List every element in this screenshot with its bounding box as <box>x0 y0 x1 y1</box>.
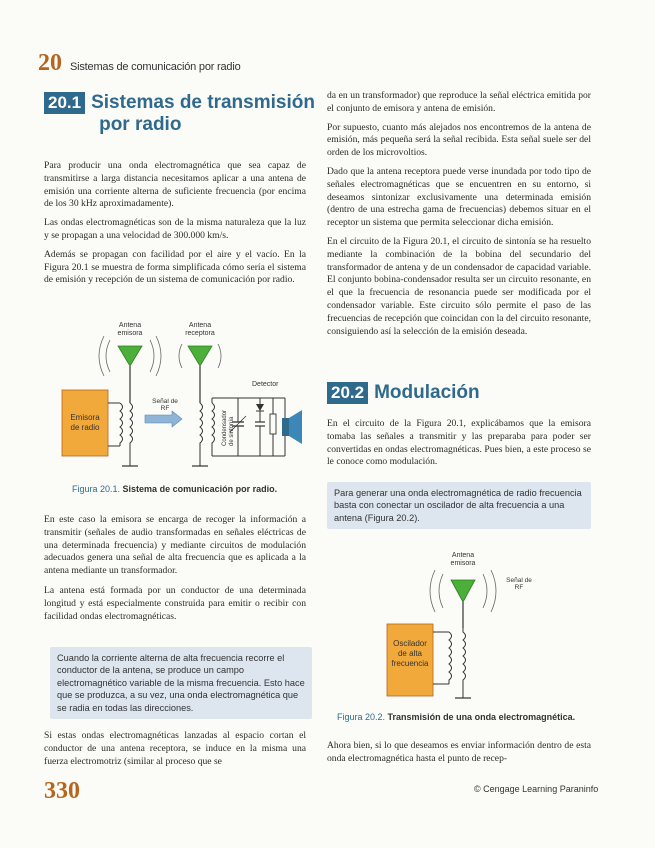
callout-box-2 <box>327 482 591 529</box>
section-20-1-heading <box>44 92 315 136</box>
paragraph: Para producir una onda electromagnética que sea capaz de transmitirse a larga distancia necesitamos aplicar a una antena de emisión una corriente alterna de suficiente frecuencia (por encima de los 30 kHz aproximadamente). <box>44 160 306 210</box>
fig1-label-detector: Detector <box>252 381 279 388</box>
running-header <box>38 50 241 77</box>
fig2-label-osc-3: frecuencia <box>391 659 429 668</box>
speaker-icon <box>282 418 289 436</box>
figure-20-2 <box>385 548 535 708</box>
page-number: 330 <box>44 778 80 804</box>
figure-20-1 <box>60 318 310 488</box>
paragraph: La antena está formada por un conductor de una determinada longitud y está especialmente construida para emitir o recibir con facilidad ondas electromagnéticas. <box>44 584 306 622</box>
callout-box <box>50 647 312 719</box>
fig1-label-emisora-1: Emisora <box>70 413 100 422</box>
fig2-label-osc-2: de alta <box>397 649 423 658</box>
chapter-title: Sistemas de comunicación por radio <box>70 61 241 73</box>
fig2-label-osc-1: Oscilador <box>393 639 427 648</box>
paragraph: En el circuito de la Figura 20.1, explicábamos que la emisora tomaba las señales a transmitir y las preparaba para poder ser convertidas en ondas electromagnéticas. Pues bien, a este proceso se le conoce como modulación. <box>327 418 591 468</box>
fig2-label-antena-2: emisora <box>450 560 476 567</box>
section-title-line2: por radio <box>99 114 182 135</box>
fig1-label-condensador-1: Condensador <box>222 409 228 446</box>
copyright: © Cengage Learning Paraninfo <box>474 784 599 794</box>
left-column-bottom <box>44 730 306 768</box>
rf-arrow-icon <box>145 411 182 427</box>
callout-text: Cuando la corriente alterna de alta frecuencia recorre el conductor de la antena, se produce un campo electromagnético variable de la misma frecuencia. Esto hace que se produzca, a su vez, una onda electromagnética que se radia en todas las direcciones. <box>57 653 305 713</box>
caption-figure-label: Figura 20.1. <box>72 484 121 494</box>
right-column-bottom <box>327 740 591 766</box>
fig2-label-antena-1: Antena <box>451 552 475 559</box>
fig1-label-antena-receptora-1: Antena <box>188 322 212 329</box>
chapter-number: 20 <box>38 50 62 76</box>
caption-text: Sistema de comunicación por radio. <box>122 484 278 494</box>
paragraph: da en un transformador) que reproduce la señal eléctrica emitida por el conjunto de emisora y antena de emisión. <box>327 90 591 114</box>
fig1-label-antena-emisora-1: Antena <box>118 322 142 329</box>
left-column-top <box>44 160 306 287</box>
paragraph: Ahora bien, si lo que deseamos es enviar información dentro de esta onda electromagnética hasta el punto de recep- <box>327 740 591 764</box>
section-20-2-heading <box>327 382 480 404</box>
paragraph: Las ondas electromagnéticas son de la misma naturaleza que la luz y se propagan a una velocidad de 300.000 km/s. <box>44 217 306 241</box>
right-column-top <box>327 90 591 338</box>
caption-text: Transmisión de una onda electromagnética. <box>387 712 576 722</box>
paragraph: Dado que la antena receptora puede verse inundada por todo tipo de señales electromagnéticas que se encuentren en su entorno, si deseamos sintonizar exclusivamente una determinada emisión (dentro de una estrecha gama de frecuencias) debemos situar en el receptor un sistema que permita seleccionar dicha emisión. <box>327 165 591 229</box>
fig1-label-condensador-2: de sintonía <box>229 416 235 446</box>
right-column-section2 <box>327 418 591 469</box>
left-column-middle <box>44 514 306 623</box>
section-title: Modulación <box>374 382 480 403</box>
paragraph: En el circuito de la Figura 20.1, el circuito de sintonía se ha resuelto mediante la combinación de la bobina del secundario del transformador de antena y de un condensador de capacidad variable. El conjunto bobina-condensador resulta ser un circuito resonante, en el que la frecuencia de resonancia puede ser modificada por el condensador variable. Este circuito sólo permite el paso de las frecuencias de recepción que coincidan con la del circuito resonante, consiguiendo así la selección de la emisión deseada. <box>327 235 591 337</box>
antenna-emisora-icon <box>118 346 142 366</box>
paragraph: Si estas ondas electromagnéticas lanzadas al espacio cortan el conductor de una antena receptora, se induce en la misma una fuerza electromotriz (similar al proceso que se <box>44 730 306 767</box>
paragraph: Además se propagan con facilidad por el aire y el vacío. En la Figura 20.1 se muestra de forma simplificada cómo sería el sistema de emisión y recepción de un sistema de comunicación por radio. <box>44 248 306 286</box>
callout-text: Para generar una onda electromagnética de radio frecuencia basta con conectar un oscilador de alta frecuencia a una antena (Figura 20.2). <box>334 488 582 523</box>
fig1-label-senal-2: RF <box>160 405 170 412</box>
paragraph: Por supuesto, cuanto más alejados nos encontremos de la antena de emisión, más pequeña será la señal recibida. Esta señal suele ser del orden de los microvoltios. <box>327 121 591 159</box>
antenna-emisora-icon <box>451 580 475 602</box>
figure-20-2-caption <box>337 712 575 722</box>
fig1-label-emisora-2: de radio <box>70 423 100 432</box>
fig1-label-antena-emisora-2: emisora <box>117 330 143 337</box>
caption-figure-label: Figura 20.2. <box>337 712 386 722</box>
section-number: 20.2 <box>327 382 368 404</box>
section-number: 20.1 <box>44 92 85 114</box>
antenna-receptora-icon <box>188 346 212 366</box>
fig1-label-antena-receptora-2: receptora <box>185 330 215 337</box>
fig2-label-senal-1: Señal de <box>506 577 532 584</box>
section-title-line1: Sistemas de transmisión <box>91 92 315 113</box>
paragraph: En este caso la emisora se encarga de recoger la información a transmitir (señales de audio transformadas en señales eléctricas de una determinada frecuencia) y mediante circuitos de modulación adecuados genera una señal de alta frecuencia que es aplicada a la antena mediante un transformador. <box>44 514 306 577</box>
fig1-label-senal-1: Señal de <box>152 398 178 405</box>
figure-20-1-caption <box>72 484 277 494</box>
fig2-label-senal-2: RF <box>514 584 524 591</box>
